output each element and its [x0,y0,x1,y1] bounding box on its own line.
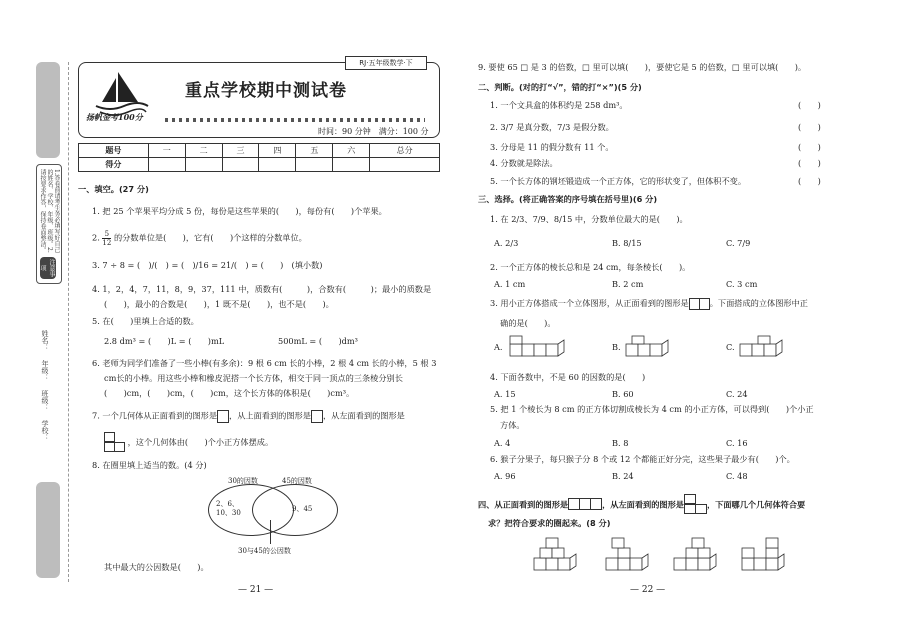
judge-item-3: 3. 分母是 11 的假分数有 11 个。 [490,142,614,152]
margin-field-name: 姓名： [41,330,49,351]
section-4-title-line-2: 求？把符合要求的圈起来。(8 分) [488,518,611,528]
margin-fields [36,320,60,450]
choice-4-option-b[interactable]: B. 60 [612,389,634,399]
solid-figure-1-icon[interactable] [530,534,590,574]
section-4-left-view-icon [684,494,707,516]
choice-1: 1. 在 2/3、7/9、8/15 中，分数单位最大的是( )。 [490,214,688,224]
venn-pointer-line [270,520,271,544]
judge-item-4: 4. 分数就是除法。 [490,158,558,168]
score-input-cell[interactable] [333,158,370,172]
judge-answer-2[interactable]: ( ) [798,122,821,132]
question-5-row-a: 2.8 dm³ = ( )L = ( )mL [104,336,225,346]
score-input-cell[interactable] [370,158,440,172]
question-8-tail: 其中最大的公因数是( )。 [104,562,209,572]
choice-4-option-a[interactable]: A. 15 [494,389,516,399]
margin-field-class: 班级： [41,390,49,411]
section-1-title: 一、填空。(27 分) [78,184,149,194]
score-cell: 总分 [370,144,440,158]
score-input-cell[interactable] [296,158,333,172]
venn-left-values: 2、6、10、30 [216,500,241,517]
question-4-line-2: ( )，最小的合数是( )，1 既不是( )，也不是( )。 [104,299,334,309]
question-7-line-1: 7. 一个几何体从正面看到的图形是 ，从上面看到的图形是 ，从左面看到的图形是 [92,410,405,423]
score-table-header-row [79,144,440,158]
judge-item-1: 1. 一个文具盒的体积约是 258 dm³。 [490,100,628,110]
cubes-option-b-icon [622,334,682,358]
solid-figure-4-icon[interactable] [738,534,798,574]
decorative-dots [165,118,425,122]
cubes-option-c-icon [736,334,796,358]
choice-4: 4. 下面各数中，不是 60 的因数的是( ) [490,372,646,382]
judge-answer-5[interactable]: ( ) [798,176,821,186]
score-input-cell[interactable] [222,158,259,172]
page-number-left: — 21 — [238,585,274,595]
margin-field-school: 学校： [41,420,49,441]
judge-answer-3[interactable]: ( ) [798,142,821,152]
score-input-cell[interactable] [148,158,185,172]
front-view-shape-icon [217,410,229,423]
grade-tag: RJ·五年级数学·下 [345,56,427,70]
choice-6-option-c[interactable]: C. 48 [726,471,748,481]
venn-common-label: 30与45的公因数 [238,547,291,555]
time-info: 时间：90 分钟 满分：100 分 [318,127,429,136]
score-cell: 得分 [79,158,149,172]
question-1: 1. 把 25 个苹果平均分成 5 份，每份是这些苹果的( )，每份有( )个苹果。 [92,206,387,216]
exam-title: 重点学校期中测试卷 [185,81,347,101]
score-cell: 一 [148,144,185,158]
score-input-cell[interactable] [259,158,296,172]
solid-figure-3-icon[interactable] [670,534,730,574]
front-view-two-square-icon [689,298,700,310]
section-4-title-line-1: 四、从正面看到的图形是 ，从左面看到的图形是 ，下面哪几个几何体符合要 [478,494,805,516]
score-cell: 题号 [79,144,149,158]
score-table-score-row [79,158,440,172]
margin-notice-title: 注意事项 [39,259,55,277]
choice-3-line-2: 确的是( )。 [500,318,556,328]
choice-1-option-b[interactable]: B. 8/15 [612,238,642,248]
question-5: 5. 在( )里填上合适的数。 [92,316,199,326]
judge-item-5: 5. 一个长方体的钢坯锻造成一个正方体，它的形状变了，但体积不变。 [490,176,747,186]
question-9: 9. 要使 65 □ 是 3 的倍数，□ 里可以填( )，要使它是 5 的倍数，□ 里可以填( )。 [478,62,807,72]
fraction-5-12: $\frac{5}{12}$ [102,230,112,247]
choice-3-line-1: 3. 用小正方体搭成一个立体图形，从正面看到的图形是 。下面搭成的立体图形中正 [490,298,808,308]
choice-6-option-a[interactable]: A. 96 [494,471,516,481]
brand-text: 扬帆金考100分 [86,112,143,122]
score-table [78,143,440,172]
judge-answer-1[interactable]: ( ) [798,100,821,110]
question-2: 2. $\frac{5}{12}$ 的分数单位是( )，它有( )个这样的分数单位。 [92,230,307,247]
margin-gray-block-bottom [36,482,60,578]
choice-5-option-a[interactable]: A. 4 [494,438,511,448]
choice-2-option-c[interactable]: C. 3 cm [726,279,758,289]
judge-answer-4[interactable]: ( ) [798,158,821,168]
question-4-line-1: 4. 1，2，4，7，11，8，9，37，111 中，质数有( )，合数有( )；最小的质数是 [92,284,432,294]
choice-1-option-c[interactable]: C. 7/9 [726,238,751,248]
margin-notice-text: 1.答卷前请考生务必填写好自己的姓名、学校、年级、班级。2.请按要求作答，保持卷面整洁。 [39,169,60,253]
question-7-line-2: ，这个几何体由( )个小正方体摆成。 [104,432,273,454]
margin-cut-line [68,62,69,582]
choice-5-line-2: 方体。 [500,420,525,430]
section-4-front-view-icon [568,498,602,512]
score-cell: 三 [222,144,259,158]
choice-3-option-a[interactable]: A. [494,342,503,352]
page-number-right: — 22 — [630,585,666,595]
question-8: 8. 在圈里填上适当的数。(4 分) [92,460,207,470]
choice-4-option-c[interactable]: C. 24 [726,389,748,399]
venn-right-values: 9、45 [292,505,313,513]
top-view-shape-icon [311,410,323,423]
choice-2: 2. 一个正方体的棱长总和是 24 cm，每条棱长( )。 [490,262,691,272]
score-cell: 五 [296,144,333,158]
choice-6-option-b[interactable]: B. 24 [612,471,634,481]
question-6-line-1: 6. 老师为同学们准备了一些小棒(有多余)：9 根 6 cm 长的小棒，2 根 4 cm 长的小棒，5 根 3 [92,358,437,368]
score-cell: 六 [333,144,370,158]
question-5-row-b: 500mL = ( )dm³ [278,336,358,346]
choice-3-option-b[interactable]: B. [612,342,621,352]
choice-2-option-b[interactable]: B. 2 cm [612,279,644,289]
choice-2-option-a[interactable]: A. 1 cm [494,279,526,289]
venn-label-45: 45的因数 [282,477,312,485]
question-3: 3. 7 ÷ 8 = ( )/( ) = ( )/16 = 21/( ) = ( ) (填小数) [92,260,323,270]
margin-gray-block-top [36,62,60,158]
section-3-title: 三、选择。(将正确答案的序号填在括号里)(6 分) [478,194,658,204]
score-cell: 四 [259,144,296,158]
choice-5-option-b[interactable]: B. 8 [612,438,629,448]
venn-label-30: 30的因数 [228,477,258,485]
margin-field-grade: 年级： [41,360,49,381]
choice-1-option-a[interactable]: A. 2/3 [494,238,519,248]
choice-5-line-1: 5. 把 1 个棱长为 8 cm 的正方体切割成棱长为 4 cm 的小正方体，可以得到( )个小正 [490,404,814,414]
question-6-line-2: cm长的小棒。用这些小棒和橡皮泥搭一个长方体，相交于同一顶点的三条棱分别长 [104,373,403,383]
left-view-shape-icon [104,432,125,454]
judge-item-2: 2. 3/7 是真分数，7/3 是假分数。 [490,122,614,132]
choice-3-option-c[interactable]: C. [726,342,735,352]
choice-5-option-c[interactable]: C. 16 [726,438,748,448]
score-input-cell[interactable] [185,158,222,172]
question-6-line-3: ( )cm，( )cm，( )cm，这个长方体的体积是( )cm³。 [104,388,355,398]
cubes-option-a-icon [506,334,566,358]
choice-6: 6. 猴子分果子，每只猴子分 8 个或 12 个都能正好分完，这些果子最少有( )个。 [490,454,795,464]
margin-notice-box [36,164,62,284]
section-2-title: 二、判断。(对的打“√”，错的打“×”)(5 分) [478,82,642,92]
score-cell: 二 [185,144,222,158]
solid-figure-2-icon[interactable] [602,534,662,574]
